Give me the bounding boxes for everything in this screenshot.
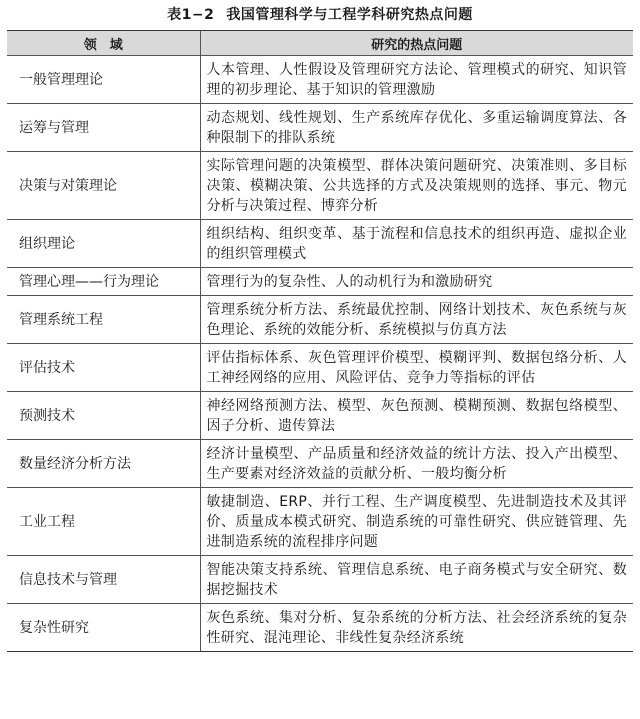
topics-cell: 评估指标体系、灰色管理评价模型、模糊评判、数据包络分析、人工神经网络的应用、风险评估、竞争力等指标的评估: [200, 344, 633, 392]
table-row: [7, 440, 633, 488]
field-cell: 管理系统工程: [7, 296, 200, 344]
topics-cell: 灰色系统、集对分析、复杂系统的分析方法、社会经济系统的复杂性研究、混沌理论、非线性复杂经济系统: [200, 604, 633, 652]
table-row: [7, 220, 633, 268]
table-caption: [0, 0, 640, 30]
field-cell: 运筹与管理: [7, 104, 200, 152]
field-cell: 预测技术: [7, 392, 200, 440]
field-cell: 工业工程: [7, 488, 200, 556]
header-topics: 研究的热点问题: [200, 31, 633, 56]
table-row: [7, 392, 633, 440]
header-row: [7, 31, 633, 56]
topics-cell: 实际管理问题的决策模型、群体决策问题研究、决策准则、多目标决策、模糊决策、公共选择的方式及决策规则的选择、事元、物元分析与决策过程、博弈分析: [200, 152, 633, 220]
topics-cell: 管理行为的复杂性、人的动机行为和激励研究: [200, 268, 633, 296]
table-row: [7, 488, 633, 556]
topics-cell: 神经网络预测方法、模型、灰色预测、模糊预测、数据包络模型、因子分析、遗传算法: [200, 392, 633, 440]
table-number: 表1−2: [167, 7, 215, 23]
research-topics-table: [7, 30, 633, 652]
topics-cell: 经济计量模型、产品质量和经济效益的统计方法、投入产出模型、生产要素对经济效益的贡献分析、一般均衡分析: [200, 440, 633, 488]
header-field: 领 域: [7, 31, 200, 56]
field-cell: 信息技术与管理: [7, 556, 200, 604]
field-cell: 一般管理理论: [7, 56, 200, 104]
table-row: [7, 344, 633, 392]
field-cell: 复杂性研究: [7, 604, 200, 652]
topics-cell: 智能决策支持系统、管理信息系统、电子商务模式与安全研究、数据挖掘技术: [200, 556, 633, 604]
table-title: 我国管理科学与工程学科研究热点问题: [226, 7, 473, 23]
table-row: [7, 268, 633, 296]
field-cell: 数量经济分析方法: [7, 440, 200, 488]
field-cell: 管理心理——行为理论: [7, 268, 200, 296]
table-row: [7, 104, 633, 152]
topics-cell: 动态规划、线性规划、生产系统库存优化、多重运输调度算法、各种限制下的排队系统: [200, 104, 633, 152]
table-row: [7, 152, 633, 220]
table-row: [7, 604, 633, 652]
table-row: [7, 296, 633, 344]
topics-cell: 敏捷制造、ERP、并行工程、生产调度模型、先进制造技术及其评价、质量成本模式研究、制造系统的可靠性研究、供应链管理、先进制造系统的流程排序问题: [200, 488, 633, 556]
topics-cell: 人本管理、人性假设及管理研究方法论、管理模式的研究、知识管理的初步理论、基于知识的管理激励: [200, 56, 633, 104]
field-cell: 决策与对策理论: [7, 152, 200, 220]
field-cell: 评估技术: [7, 344, 200, 392]
topics-cell: 组织结构、组织变革、基于流程和信息技术的组织再造、虚拟企业的组织管理模式: [200, 220, 633, 268]
table-row: [7, 56, 633, 104]
topics-cell: 管理系统分析方法、系统最优控制、网络计划技术、灰色系统与灰色理论、系统的效能分析、系统模拟与仿真方法: [200, 296, 633, 344]
table-row: [7, 556, 633, 604]
field-cell: 组织理论: [7, 220, 200, 268]
